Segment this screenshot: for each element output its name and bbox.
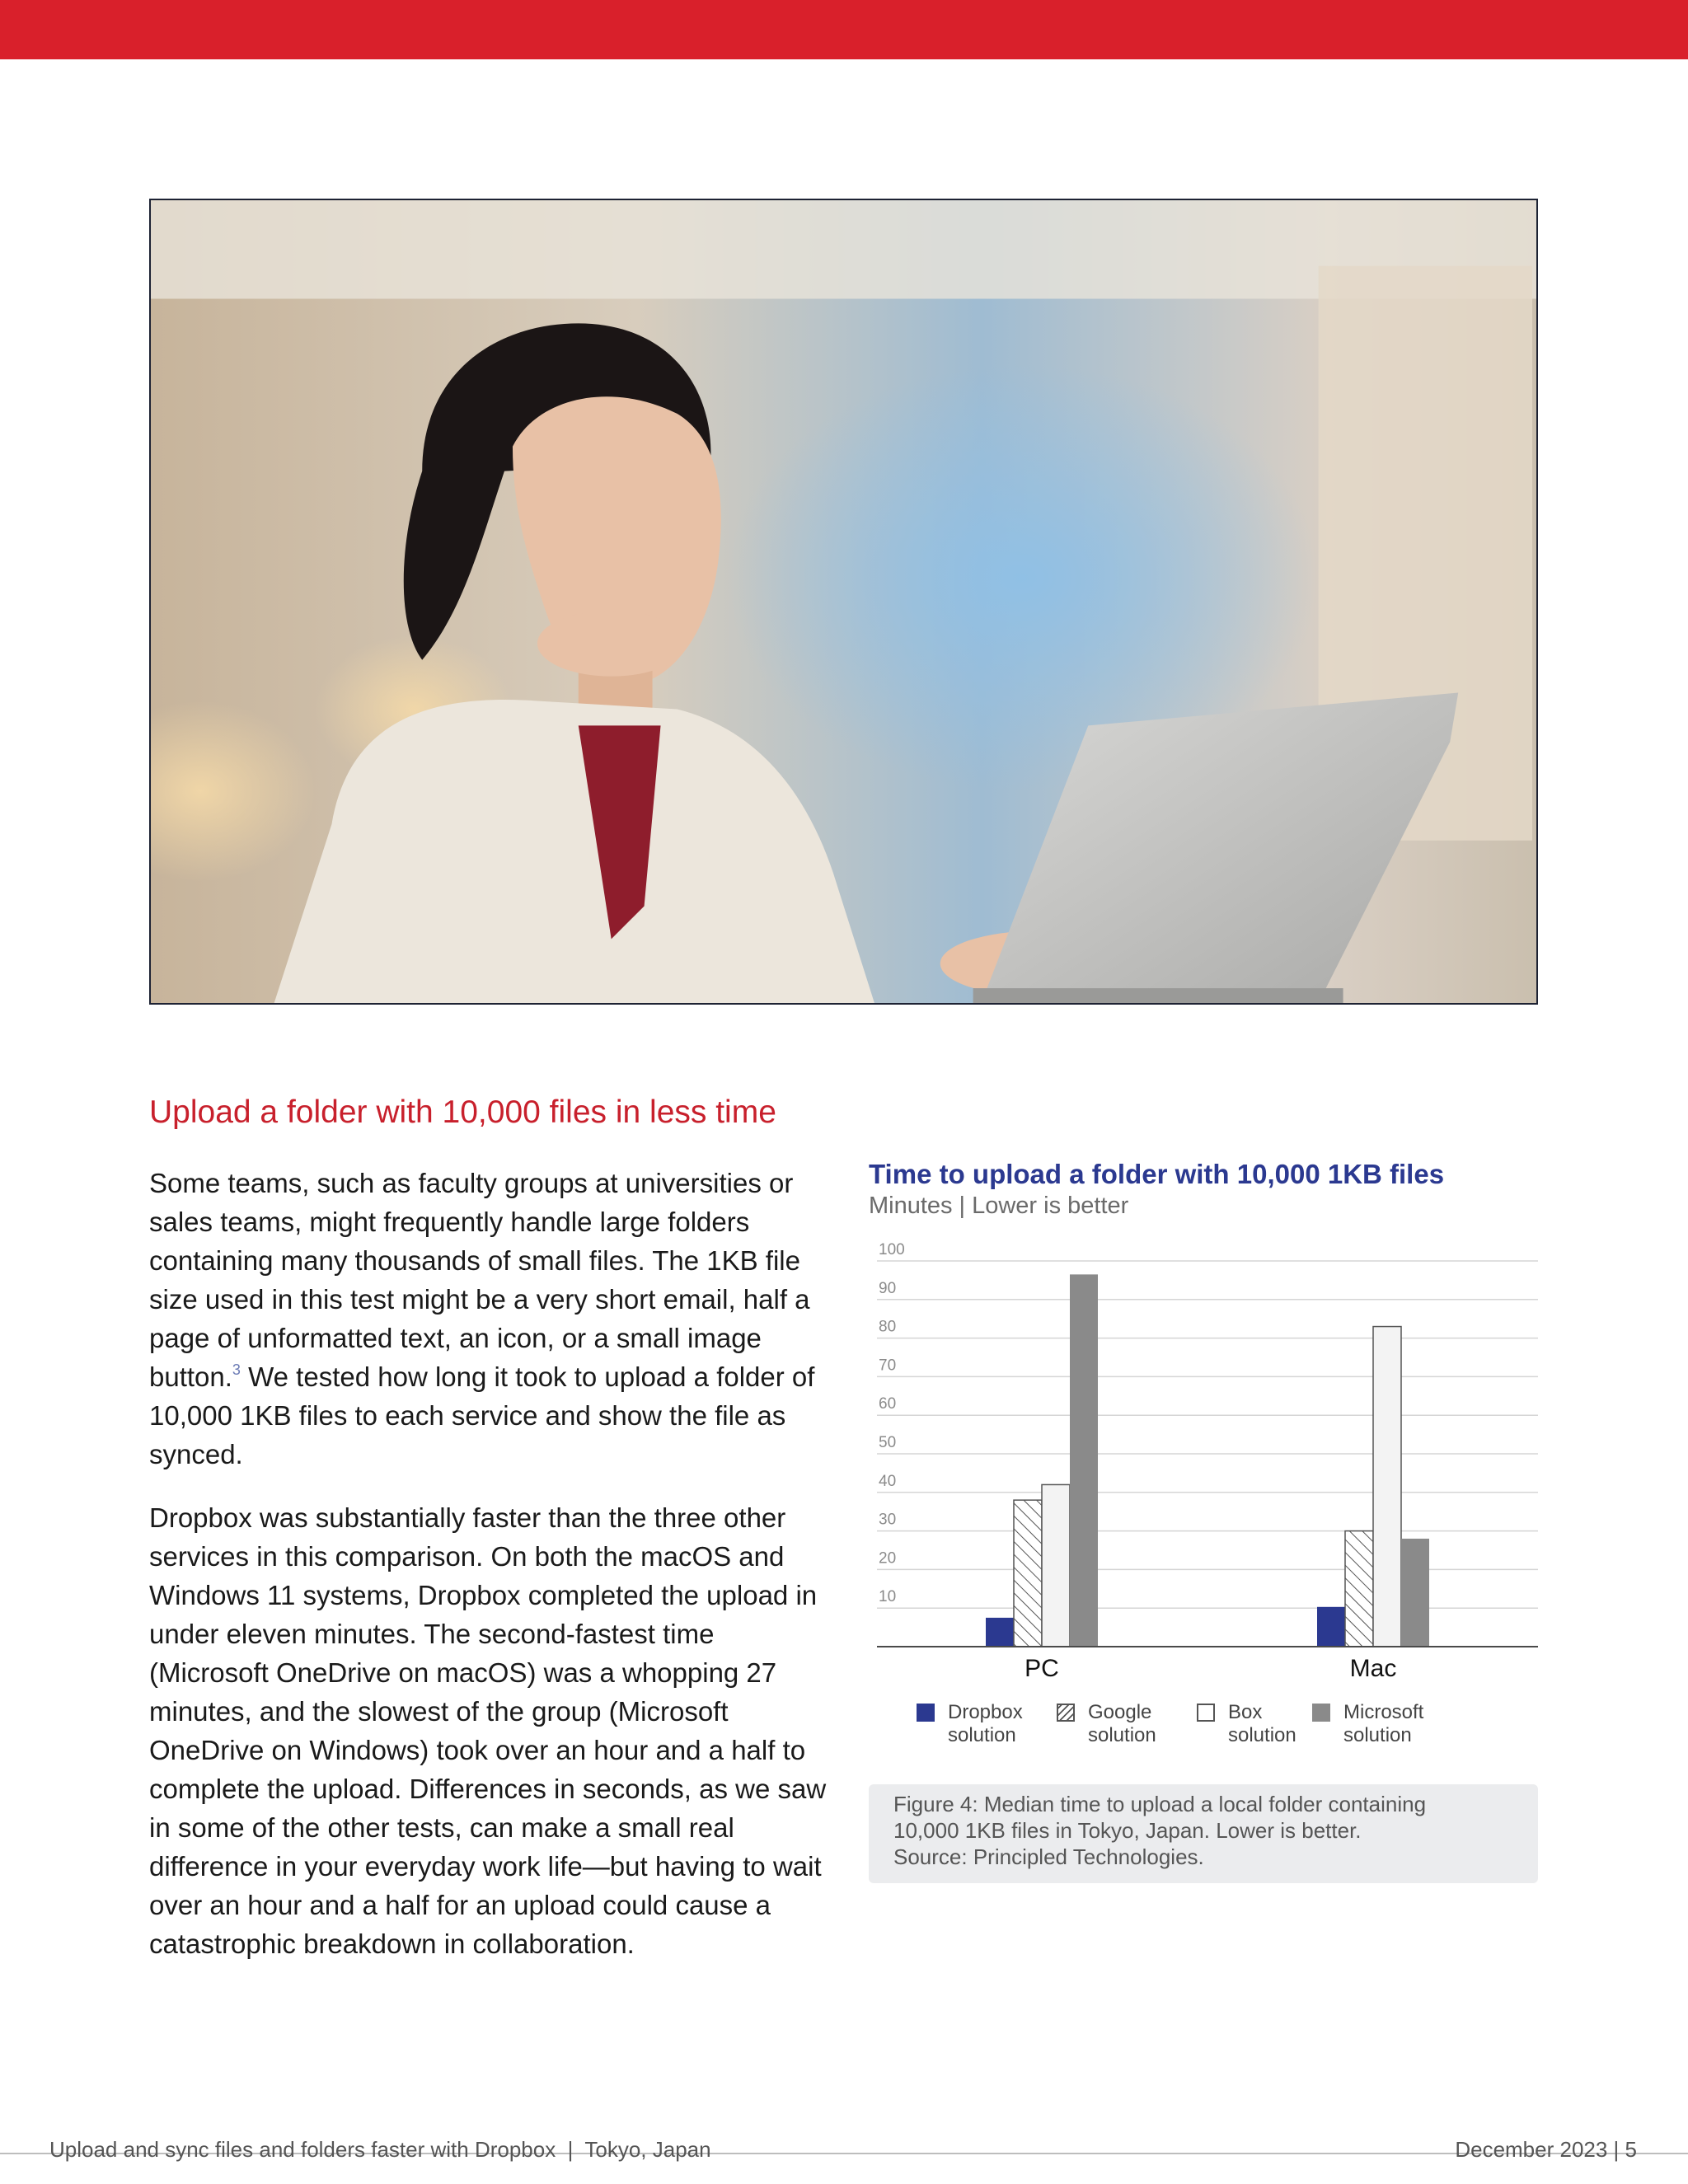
chart-bars [986,1274,1429,1647]
y-tick-label-90: 90 [879,1279,897,1297]
bar-dropbox-mac [1317,1607,1345,1647]
chart-subtitle-separator: | [959,1193,966,1219]
legend-swatch-microsoft [1312,1704,1330,1722]
y-tick-label-20: 20 [879,1549,897,1568]
bar-chart [865,1241,1541,1690]
legend-label-dropbox: Dropbox solution [948,1701,1023,1746]
y-tick-label-50: 50 [879,1434,897,1451]
y-tick-label-10: 10 [879,1588,897,1606]
legend-label-google: Google solution [1088,1701,1156,1746]
chart-subtitle [869,1193,1128,1220]
y-tick-label-100: 100 [879,1241,905,1258]
body-paragraph-1 [149,1164,833,1474]
legend-label-box: Box solution [1228,1701,1296,1746]
y-tick-label-30: 30 [879,1511,897,1529]
bar-box-pc [1042,1484,1070,1647]
category-label-pc: PC [1025,1655,1059,1682]
bar-microsoft-mac [1401,1539,1429,1647]
footer-date-page: December 2023 | 5 [1455,2137,1637,2162]
top-brand-band [0,0,1688,59]
figure-caption [869,1784,1538,1883]
paragraph-1-text-b: We tested how long it took to upload a folder of 10,000 1KB files to each service and show the file as synced. [149,1361,815,1469]
bar-microsoft-pc [1070,1274,1098,1647]
hero-photo [149,199,1538,1005]
chart-y-ticks [879,1241,905,1605]
y-tick-label-70: 70 [879,1357,897,1375]
category-label-mac: Mac [1349,1655,1397,1682]
y-tick-label-60: 60 [879,1395,897,1413]
legend-swatch-dropbox [917,1704,935,1722]
body-paragraph-2 [149,1498,833,1963]
y-tick-label-40: 40 [879,1472,897,1490]
caption-line-3: Source: Principled Technologies. [893,1844,1204,1869]
chart-gridlines [877,1261,1538,1608]
y-tick-label-80: 80 [879,1318,897,1336]
chart-unit: Minutes [869,1193,953,1219]
chart-legend [917,1703,1543,1752]
legend-swatch-google [1057,1704,1075,1722]
paragraph-2-text: Dropbox was substantially faster than the three other services in this comparison. On both the macOS and Windows 11 systems, Dropbox completed the upload in under eleven minutes. The second-fastest time (Microsoft OneDrive on macOS) was a whopping 27 minutes, and the slowest of the group (Microsoft OneDrive on Windows) took over an hour and a half to complete the upload. Differences in seconds, as we saw in some of the other tests, can make a small real difference in your everyday work life—but having to wait over an hour and a half for an upload could cause a catastrophic breakdown in collaboration. [149,1502,827,1959]
bar-box-mac [1373,1327,1401,1647]
caption-line-2: 10,000 1KB files in Tokyo, Japan. Lower is better. [893,1818,1362,1843]
paragraph-1-text-a: Some teams, such as faculty groups at universities or sales teams, might frequently handle large folders containing many thousands of small files. The 1KB file size used in this test might be a very short email, half a page of unformatted text, an icon, or a small image button. [149,1168,810,1392]
bar-google-pc [1014,1500,1042,1647]
section-heading: Upload a folder with 10,000 files in less time [149,1094,776,1130]
woman-at-laptop-image [151,200,1536,1003]
chart-note: Lower is better [972,1193,1129,1219]
footer-document-title: Upload and sync files and folders faster with Dropbox | Tokyo, Japan [49,2137,711,2162]
footnote-reference[interactable]: 3 [232,1361,241,1378]
legend-swatch-box [1197,1704,1215,1722]
chart-title: Time to upload a folder with 10,000 1KB files [869,1159,1445,1189]
legend-label-microsoft: Microsoft solution [1343,1701,1424,1746]
bar-dropbox-pc [986,1618,1014,1647]
caption-line-1: Figure 4: Median time to upload a local folder containing [893,1792,1427,1816]
bar-google-mac [1345,1531,1373,1647]
